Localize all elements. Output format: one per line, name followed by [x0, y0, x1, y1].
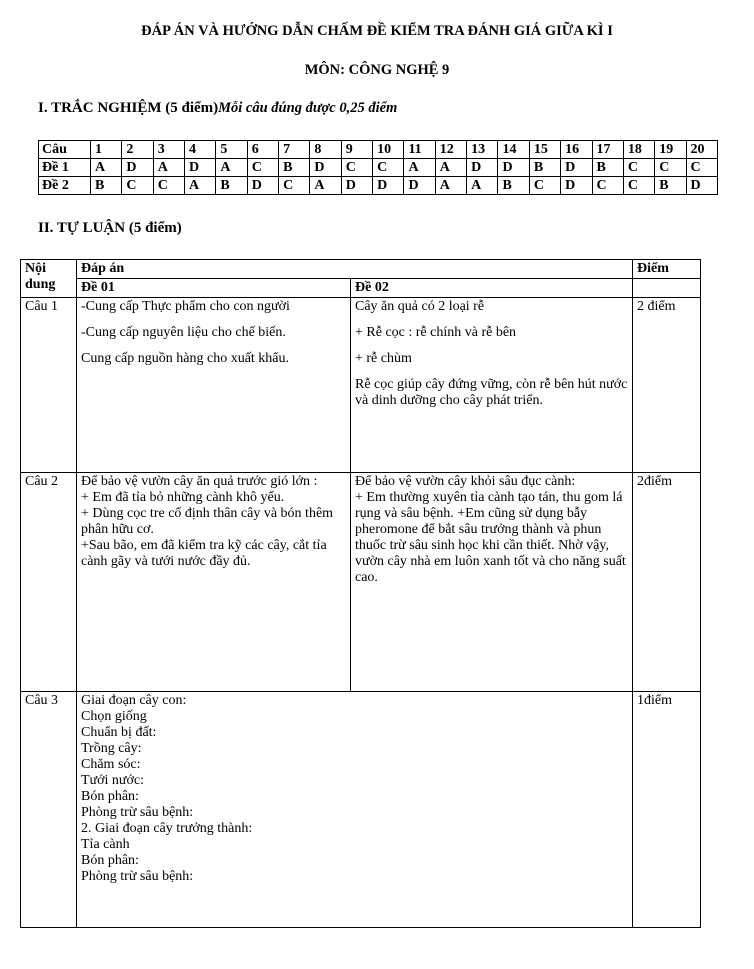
mc-answer-de2: A — [467, 177, 498, 195]
q3-label: Câu 3 — [21, 692, 77, 928]
q1-de02-cell — [351, 298, 633, 473]
mc-question-number: 4 — [185, 141, 216, 159]
q3-line: Tỉa cành — [81, 837, 130, 852]
mc-answer-de2: D — [686, 177, 717, 195]
mc-question-number: 19 — [655, 141, 686, 159]
mc-row-label: Đề 1 — [39, 159, 91, 177]
q3-line: Chuẩn bị đất: — [81, 725, 157, 740]
q1-label: Câu 1 — [21, 298, 77, 473]
q1-de01-line: -Cung cấp nguyên liệu cho chế biến. — [81, 325, 286, 340]
col-dap-an-header: Đáp án — [77, 260, 633, 279]
col-diem-header: Điểm — [633, 260, 701, 279]
mc-answer-de1: A — [216, 159, 247, 177]
mc-row-label: Đề 2 — [39, 177, 91, 195]
mc-answer-de1: B — [279, 159, 310, 177]
mc-question-number: 12 — [435, 141, 466, 159]
q3-line: Bón phân: — [81, 853, 139, 868]
mc-answer-de1: C — [341, 159, 372, 177]
q3-line: Chăm sóc: — [81, 757, 141, 772]
mc-question-number: 1 — [91, 141, 122, 159]
mc-question-number: 15 — [529, 141, 560, 159]
col-de02-header: Đề 02 — [351, 279, 633, 298]
mc-question-number: 18 — [623, 141, 654, 159]
mc-answer-de1: C — [623, 159, 654, 177]
mc-answer-de1: D — [122, 159, 153, 177]
essay-answer-table — [20, 259, 701, 928]
q3-line: Tưới nước: — [81, 773, 145, 788]
mc-question-number: 6 — [247, 141, 278, 159]
q2-de01-line: + Dùng cọc tre cố định thân cây và bón thêm phân hữu cơ. — [81, 506, 334, 537]
q2-de02-line: + Em thường xuyên tỉa cành tạo tán, thu gom lá rụng và sâu bệnh. +Em cũng sử dụng bẫy pheromone để bắt sâu trưởng thành và phun thuốc trừ sâu sinh học khi cần thiết. Nhờ vậy, vườn cây nhà em luôn xanh tốt và cho năng suất cao. — [355, 490, 626, 585]
q2-de01-cell — [77, 473, 351, 692]
q3-line: Trồng cây: — [81, 741, 142, 756]
q3-line: Bón phân: — [81, 789, 139, 804]
mc-answer-de2: C — [122, 177, 153, 195]
q2-de01-line: +Sau bão, em đã kiểm tra kỹ các cây, cắt tỉa cành gãy và tưới nước đầy đủ. — [81, 538, 327, 569]
q1-de01-line: -Cung cấp Thực phẩm cho con người — [81, 299, 290, 314]
q2-score: 2điểm — [633, 473, 701, 692]
mc-answer-de2: A — [185, 177, 216, 195]
part1-note: Mỗi câu đúng được 0,25 điểm — [218, 100, 398, 116]
mc-answer-de2: B — [498, 177, 529, 195]
part1-heading — [38, 100, 397, 117]
multiple-choice-answer-table — [38, 140, 718, 195]
col-noi-dung-header: Nội dung — [21, 260, 77, 298]
mc-answer-de1: C — [655, 159, 686, 177]
q1-de02-line: Rễ cọc giúp cây đứng vững, còn rễ bên hút nước và dinh dưỡng cho cây phát triển. — [355, 377, 628, 408]
q3-answer-cell — [77, 692, 633, 928]
mc-answer-de2: B — [91, 177, 122, 195]
mc-answer-de2: C — [153, 177, 184, 195]
q3-line: 2. Giai đoạn cây trưởng thành: — [81, 821, 253, 836]
mc-answer-de2: B — [655, 177, 686, 195]
q1-de01-line: Cung cấp nguồn hàng cho xuất khẩu. — [81, 351, 290, 366]
mc-row-de1 — [39, 159, 718, 177]
q1-de02-line: Cây ăn quả có 2 loại rễ — [355, 299, 485, 314]
q1-de01-cell — [77, 298, 351, 473]
mc-answer-de2: D — [373, 177, 404, 195]
q1-de02-line: + rễ chùm — [355, 351, 412, 366]
mc-answer-de1: C — [247, 159, 278, 177]
empty-cell — [633, 279, 701, 298]
mc-row-label: Câu — [39, 141, 91, 159]
mc-answer-de1: A — [404, 159, 435, 177]
q2-de02-cell — [351, 473, 633, 692]
mc-answer-de2: C — [592, 177, 623, 195]
mc-answer-de1: D — [498, 159, 529, 177]
mc-answer-de1: B — [592, 159, 623, 177]
mc-answer-de2: D — [341, 177, 372, 195]
mc-answer-de2: B — [216, 177, 247, 195]
subject-title: MÔN: CÔNG NGHỆ 9 — [304, 62, 450, 78]
q2-de02-line: Để bảo vệ vườn cây khỏi sâu đục cành: — [355, 474, 576, 489]
mc-answer-de1: D — [467, 159, 498, 177]
mc-answer-de2: C — [623, 177, 654, 195]
q1-score: 2 điểm — [633, 298, 701, 473]
mc-question-number: 8 — [310, 141, 341, 159]
mc-question-number: 2 — [122, 141, 153, 159]
mc-answer-de1: A — [435, 159, 466, 177]
q3-score: 1điểm — [633, 692, 701, 928]
mc-answer-de2: C — [529, 177, 560, 195]
q2-de01-line: Để bảo vệ vườn cây ăn quả trước gió lớn : — [81, 474, 318, 489]
mc-question-number: 17 — [592, 141, 623, 159]
mc-question-number: 3 — [153, 141, 184, 159]
q3-line: Phòng trừ sâu bệnh: — [81, 805, 194, 820]
mc-question-number: 5 — [216, 141, 247, 159]
mc-question-number: 7 — [279, 141, 310, 159]
mc-answer-de1: D — [185, 159, 216, 177]
mc-question-number: 13 — [467, 141, 498, 159]
q3-line: Chọn giống — [81, 709, 147, 724]
q3-line: Phòng trừ sâu bệnh: — [81, 869, 194, 884]
mc-answer-de2: D — [561, 177, 592, 195]
q3-line: Giai đoạn cây con: — [81, 693, 187, 708]
mc-answer-de1: A — [153, 159, 184, 177]
mc-answer-de2: D — [404, 177, 435, 195]
mc-question-number: 11 — [404, 141, 435, 159]
mc-answer-de1: B — [529, 159, 560, 177]
part1-heading-text: I. TRẮC NGHIỆM (5 điểm) — [38, 100, 219, 116]
part2-heading: II. TỰ LUẬN (5 điểm) — [38, 220, 182, 236]
col-de01-header: Đề 01 — [77, 279, 351, 298]
q1-de02-line: + Rễ cọc : rễ chính và rễ bên — [355, 325, 517, 340]
mc-question-number: 16 — [561, 141, 592, 159]
mc-question-number: 10 — [373, 141, 404, 159]
document-title: ĐÁP ÁN VÀ HƯỚNG DẪN CHẤM ĐỀ KIỂM TRA ĐÁNH GIÁ GIỮA KÌ I — [141, 23, 613, 39]
q2-de01-line: + Em đã tỉa bỏ những cành khô yếu. — [81, 490, 285, 505]
mc-question-number: 20 — [686, 141, 717, 159]
mc-answer-de1: D — [310, 159, 341, 177]
mc-answer-de2: D — [247, 177, 278, 195]
mc-question-number: 14 — [498, 141, 529, 159]
mc-answer-de2: C — [279, 177, 310, 195]
mc-answer-de2: A — [435, 177, 466, 195]
mc-answer-de1: C — [373, 159, 404, 177]
mc-row-de2 — [39, 177, 718, 195]
mc-answer-de2: A — [310, 177, 341, 195]
mc-answer-de1: D — [561, 159, 592, 177]
q2-label: Câu 2 — [21, 473, 77, 692]
mc-question-number: 9 — [341, 141, 372, 159]
mc-answer-de1: C — [686, 159, 717, 177]
mc-answer-de1: A — [91, 159, 122, 177]
mc-row-questions — [39, 141, 718, 159]
